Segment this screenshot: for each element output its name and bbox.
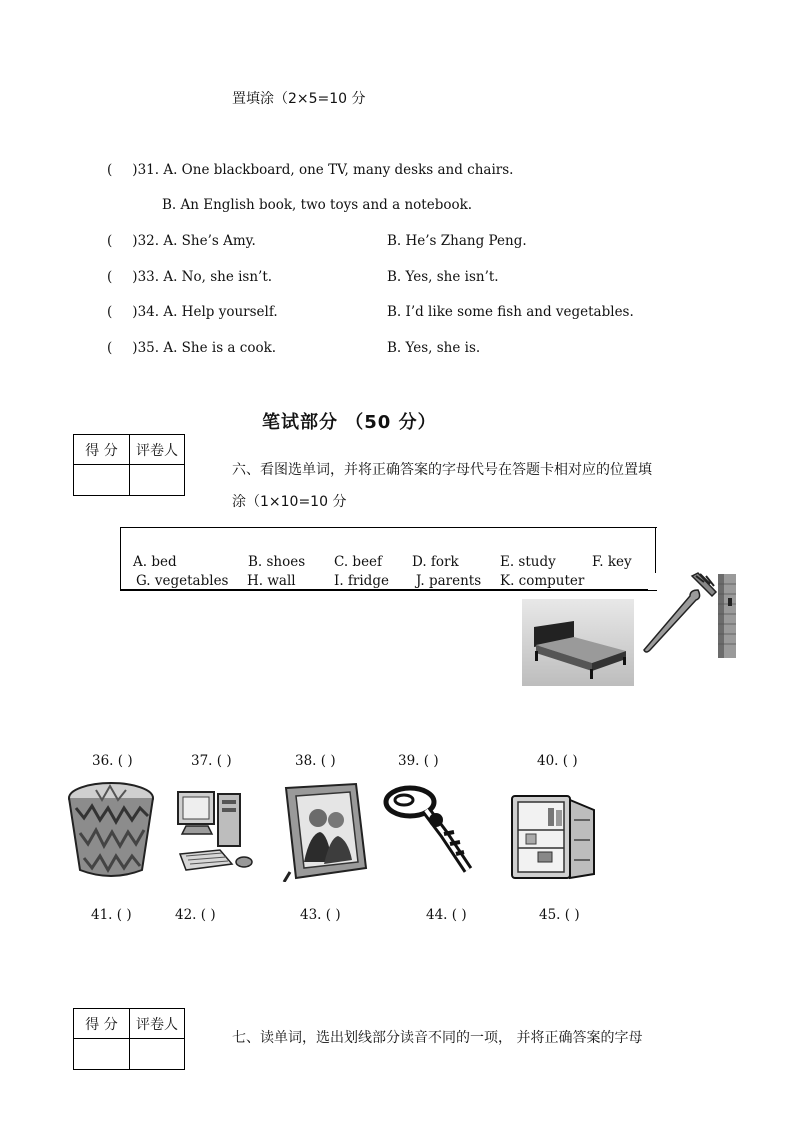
answer-paren-close: ) — [132, 233, 138, 249]
score-header: 得 分 — [74, 435, 130, 465]
option-a: A. One blackboard, one TV, many desks and chairs. — [163, 162, 514, 178]
question-number: 33. — [137, 269, 160, 285]
answer-paren-open: ( — [107, 162, 113, 178]
score-cell[interactable] — [74, 1039, 130, 1070]
wall-picture-icon — [718, 574, 736, 658]
question-31 — [107, 162, 513, 178]
score-cell[interactable] — [74, 465, 130, 496]
word-bank-box-right-edge — [655, 527, 656, 573]
parents-photo-icon — [280, 782, 370, 882]
bed-picture-icon — [522, 599, 634, 686]
section6-instruction-line2: 涂（1×10=10 分 — [232, 494, 347, 510]
question-33-option-b: B. Yes, she isn’t. — [387, 269, 499, 285]
answer-label-39[interactable]: 39. ( ) — [398, 753, 439, 769]
word-e-study: E. study — [500, 554, 556, 570]
answer-label-40[interactable]: 40. ( ) — [537, 753, 578, 769]
word-k-computer: K. computer — [500, 573, 585, 589]
answer-label-41[interactable]: 41. ( ) — [91, 907, 132, 923]
answer-paren-open: ( — [107, 304, 113, 320]
fridge-icon — [508, 790, 600, 882]
grader-header: 评卷人 — [130, 435, 185, 465]
word-a-bed: A. bed — [133, 554, 177, 570]
question-35-option-b: B. Yes, she is. — [387, 340, 481, 356]
answer-label-43[interactable]: 43. ( ) — [300, 907, 341, 923]
option-a: A. She’s Amy. — [163, 233, 256, 249]
answer-paren-close: ) — [132, 304, 138, 320]
question-number: 32. — [137, 233, 160, 249]
key-icon — [382, 782, 478, 878]
question-35 — [107, 340, 276, 356]
written-section-title: 笔试部分 （50 分） — [262, 412, 437, 433]
answer-paren-open: ( — [107, 269, 113, 285]
question-31-option-b: B. An English book, two toys and a notebook. — [162, 197, 473, 213]
question-number: 31. — [137, 162, 160, 178]
word-bank-box-bottom-edge — [120, 589, 648, 590]
section7-instruction: 七、读单词，选出划线部分读音不同的一项， 并将正确答案的字母 — [232, 1030, 643, 1046]
answer-label-36[interactable]: 36. ( ) — [92, 753, 133, 769]
question-32-option-b: B. He’s Zhang Peng. — [387, 233, 527, 249]
word-b-shoes: B. shoes — [248, 554, 306, 570]
top-instruction: 置填涂（2×5=10 分 — [232, 91, 366, 107]
answer-label-44[interactable]: 44. ( ) — [426, 907, 467, 923]
option-a: A. Help yourself. — [163, 304, 278, 320]
answer-paren-open: ( — [107, 233, 113, 249]
option-a: A. No, she isn’t. — [163, 269, 273, 285]
question-33 — [107, 269, 272, 285]
score-table-2 — [73, 1008, 185, 1070]
answer-paren-close: ) — [132, 340, 138, 356]
grader-cell[interactable] — [130, 1039, 185, 1070]
option-a: A. She is a cook. — [163, 340, 277, 356]
word-d-fork: D. fork — [412, 554, 459, 570]
grader-cell[interactable] — [130, 465, 185, 496]
question-34 — [107, 304, 278, 320]
answer-label-45[interactable]: 45. ( ) — [539, 907, 580, 923]
word-f-key: F. key — [592, 554, 632, 570]
word-c-beef: C. beef — [334, 554, 383, 570]
score-header: 得 分 — [74, 1009, 130, 1039]
section6-instruction-line1: 六、看图选单词，并将正确答案的字母代号在答题卡相对应的位置填 — [232, 462, 652, 478]
word-g-vegetables: G. vegetables — [136, 573, 229, 589]
grader-header: 评卷人 — [130, 1009, 185, 1039]
fork-picture-icon — [640, 570, 720, 658]
score-table — [73, 434, 185, 496]
question-32 — [107, 233, 256, 249]
answer-paren-open: ( — [107, 340, 113, 356]
word-i-fridge: I. fridge — [334, 573, 389, 589]
word-j-parents: J. parents — [416, 573, 482, 589]
answer-label-38[interactable]: 38. ( ) — [295, 753, 336, 769]
question-34-option-b: B. I’d like some fish and vegetables. — [387, 304, 634, 320]
question-number: 35. — [137, 340, 160, 356]
word-h-wall: H. wall — [247, 573, 296, 589]
answer-label-42[interactable]: 42. ( ) — [175, 907, 216, 923]
vegetables-basket-icon — [66, 778, 156, 880]
question-number: 34. — [137, 304, 160, 320]
answer-paren-close: ) — [132, 162, 138, 178]
answer-label-37[interactable]: 37. ( ) — [191, 753, 232, 769]
answer-paren-close: ) — [132, 269, 138, 285]
computer-icon — [172, 786, 258, 878]
